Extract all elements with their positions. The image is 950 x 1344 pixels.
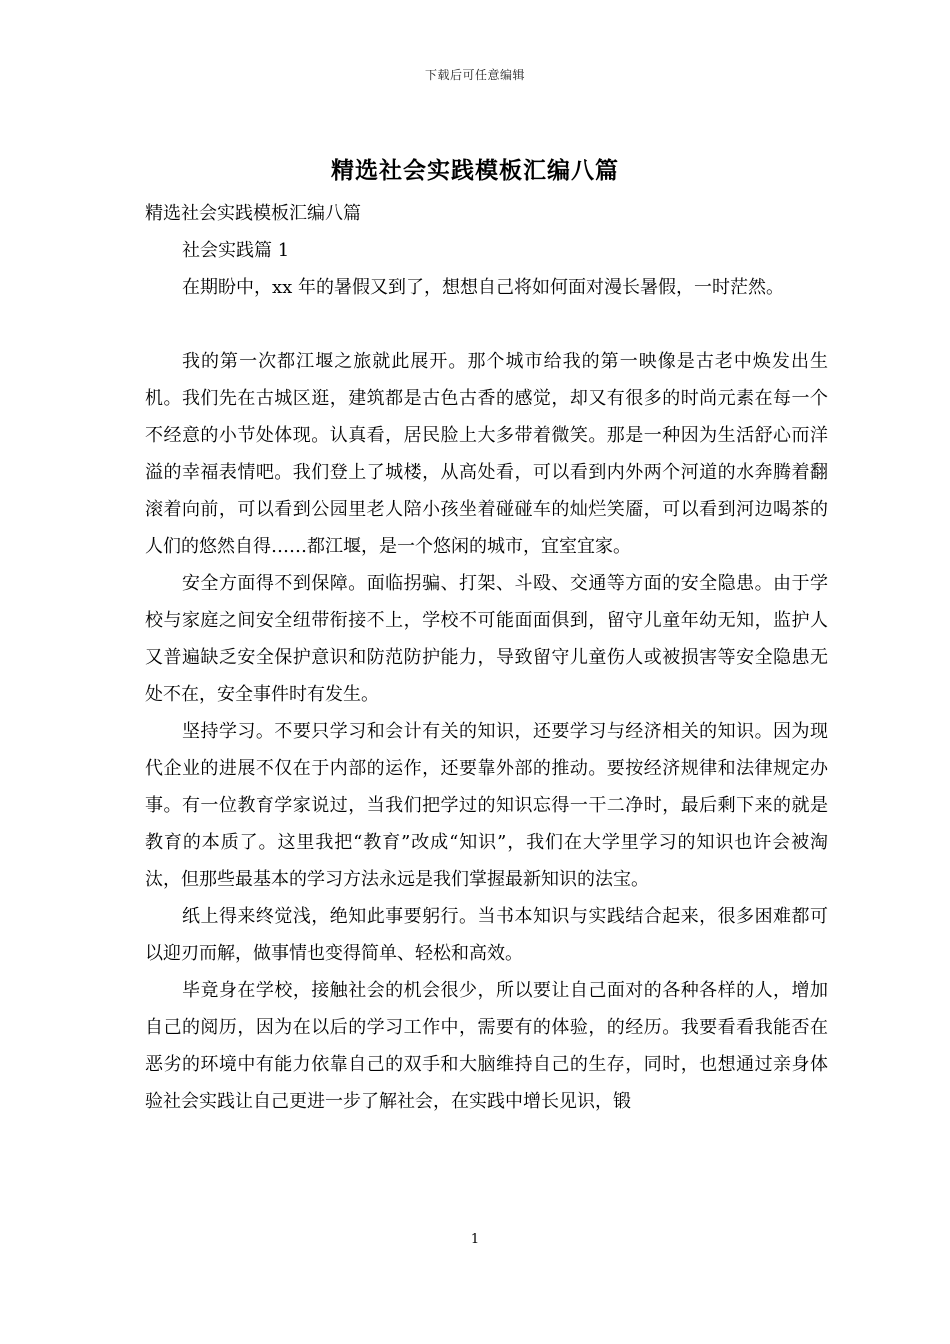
body-paragraph-1: 在期盼中，xx 年的暑假又到了，想想自己将如何面对漫长暑假，一时茫然。 [182,277,785,298]
document-subtitle: 精选社会实践模板汇编八篇 [145,203,361,224]
body-paragraph-2: 我的第一次都江堰之旅就此展开。那个城市给我的第一映像是古老中焕发出生机。我们先在古城区逛，建筑都是古色古香的感觉，却又有很多的时尚元素在每一个不经意的小节处体现。认真看，居民脸上大多带着微笑。那是一种因为生活舒心而洋溢的幸福表情吧。我们登上了城楼，从高处看，可以看到内外两个河道的水奔腾着翻滚着向前，可以看到公园里老人陪小孩坐着碰碰车的灿烂笑靥，可以看到河边喝茶的人们的悠然自得……都江堰，是一个悠闲的城市，宜室宜家。 [145,351,828,557]
page-header-note: 下载后可任意编辑 [424,68,525,82]
document-title: 精选社会实践模板汇编八篇 [331,157,619,184]
document-body [145,195,828,1120]
page-number: 1 [470,1232,480,1247]
body-paragraph-5: 纸上得来终觉浅，绝知此事要躬行。当书本知识与实践结合起来，很多困难都可以迎刃而解，做事情也变得简单、轻松和高效。 [145,906,828,964]
body-paragraph-3: 安全方面得不到保障。面临拐骗、打架、斗殴、交通等方面的安全隐患。由于学校与家庭之间安全纽带衔接不上，学校不可能面面俱到，留守儿童年幼无知，监护人又普遍缺乏安全保护意识和防范防护能力，导致留守儿童伤人或被损害等安全隐患无处不在，安全事件时有发生。 [145,573,828,705]
body-paragraph-4: 坚持学习。不要只学习和会计有关的知识，还要学习与经济相关的知识。因为现代企业的进展不仅在于内部的运作，还要靠外部的推动。要按经济规律和法律规定办事。有一位教育学家说过，当我们把学过的知识忘得一干二净时，最后剩下来的就是教育的本质了。这里我把“教育”改成“知识”，我们在大学里学习的知识也许会被淘汰，但那些最基本的学习方法永远是我们掌握最新知识的法宝。 [145,721,828,890]
body-paragraph-6: 毕竟身在学校，接触社会的机会很少，所以要让自己面对的各种各样的人，增加自己的阅历，因为在以后的学习工作中，需要有的体验，的经历。我要看看我能否在恶劣的环境中有能力依靠自己的双手和大脑维持自己的生存，同时，也想通过亲身体验社会实践让自己更进一步了解社会，在实践中增长见识，锻 [145,980,828,1112]
section-heading: 社会实践篇 1 [182,240,290,261]
